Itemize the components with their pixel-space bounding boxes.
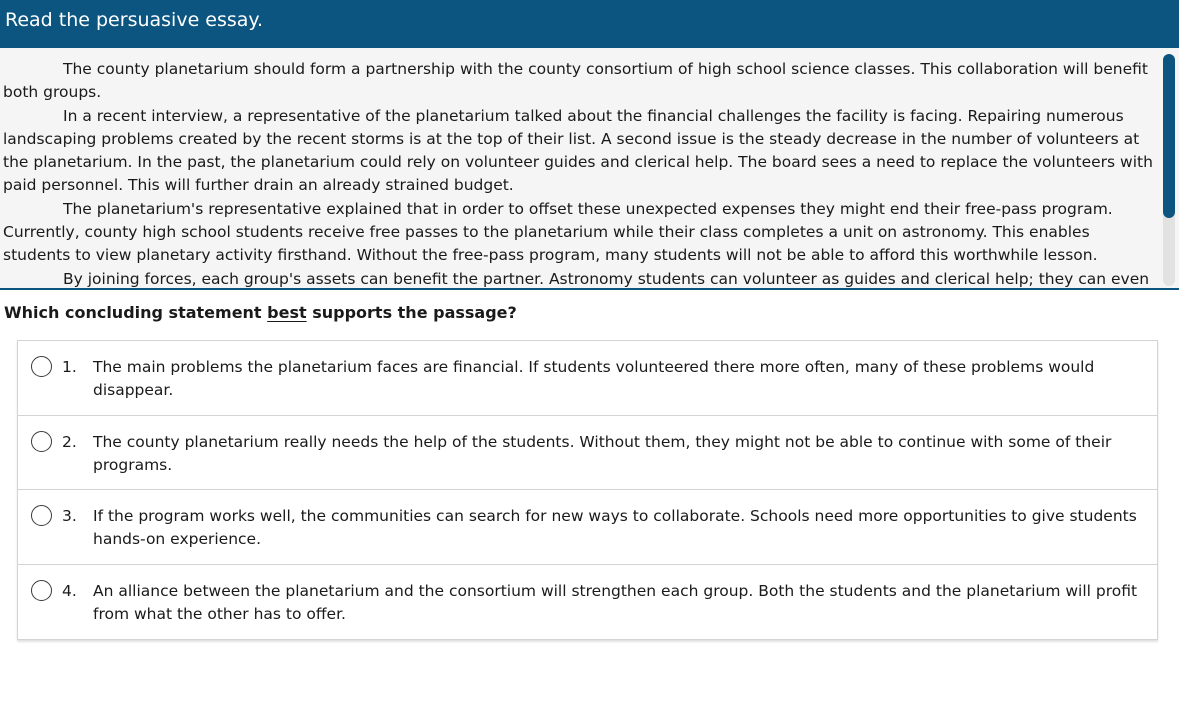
question-prompt	[4, 303, 517, 322]
radio-button[interactable]	[31, 580, 52, 601]
option-number: 4.	[62, 581, 77, 600]
question-emphasis: best	[267, 303, 307, 322]
instruction-header	[0, 0, 1179, 48]
passage-panel[interactable]	[0, 48, 1179, 290]
answer-option-4[interactable]	[18, 565, 1157, 640]
radio-button[interactable]	[31, 431, 52, 452]
radio-button[interactable]	[31, 356, 52, 377]
question-text-after: supports the passage?	[306, 303, 517, 322]
instruction-title: Read the persuasive essay.	[5, 9, 264, 31]
passage-paragraph: By joining forces, each group's assets can benefit the partner. Astronomy students can volunteer as guides and clerical help; they can even	[63, 269, 1150, 288]
passage-paragraph: The planetarium's representative explained that in order to offset these unexpected expenses they might end their free-pass program. Currently, county high school students receive free passes to the planetarium while their class completes a unit on astronomy. This enables students to view planetary activity firsthand. Without the free-pass program, many students will not be able to afford this worthwhile lesson.	[3, 199, 1113, 265]
answer-option-2[interactable]	[18, 416, 1157, 491]
option-text: An alliance between the planetarium and the consortium will strengthen each group. Both the students and the planetarium will profit from what the other has to offer.	[93, 581, 1138, 623]
option-number: 2.	[62, 432, 77, 451]
answer-options	[17, 340, 1158, 640]
option-text: The county planetarium really needs the help of the students. Without them, they might not be able to continue with some of their programs.	[93, 432, 1112, 474]
passage-paragraph: In a recent interview, a representative of the planetarium talked about the financial challenges the facility is facing. Repairing numerous landscaping problems created by the recent storms is at the top of their list. A second issue is the steady decrease in the number of volunteers at the planetarium. In the past, the planetarium could rely on volunteer guides and clerical help. The board sees a need to replace the volunteers with paid personnel. This will further drain an already strained budget.	[3, 106, 1153, 195]
option-text: If the program works well, the communities can search for new ways to collaborate. Schools need more opportunities to give students hands-on experience.	[93, 507, 1137, 548]
radio-button[interactable]	[31, 505, 52, 526]
passage-scrollbar-thumb[interactable]	[1163, 54, 1175, 218]
option-number: 1.	[62, 358, 77, 376]
answer-option-1[interactable]	[18, 341, 1157, 416]
passage-text	[3, 58, 1158, 290]
option-text: The main problems the planetarium faces are financial. If students volunteered there more often, many of these problems would disappear.	[93, 358, 1095, 399]
passage-paragraph: The county planetarium should form a partnership with the county consortium of high school science classes. This collaboration will benefit both groups.	[3, 60, 1148, 102]
question-text-before: Which concluding statement	[4, 303, 268, 322]
answer-option-3[interactable]	[18, 490, 1157, 565]
option-number: 3.	[62, 507, 77, 525]
